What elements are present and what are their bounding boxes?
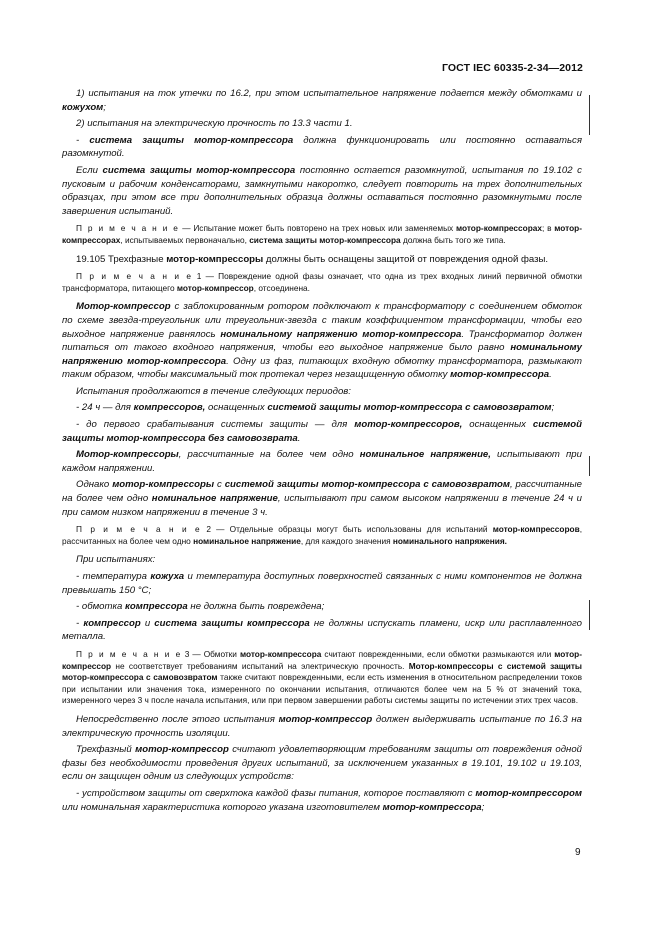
defined-term: компрессоров, bbox=[133, 402, 206, 414]
defined-term: компрессор bbox=[83, 617, 141, 629]
defined-term: номинальное напряжение bbox=[151, 493, 278, 505]
change-bar bbox=[589, 600, 590, 630]
defined-term: мотор-компрессора bbox=[382, 801, 482, 813]
text-run: 1) испытания на ток утечки по 16.2, при этом испытательное напряжение подается между обмотками и bbox=[76, 88, 582, 99]
text-run: 2 — Отдельные образцы могут быть использованы для испытаний bbox=[201, 524, 493, 535]
text-run: , испытывают при самом высоком напряжении в течение 24 ч и при самом низком напряжении в течение 3 ч. bbox=[62, 493, 582, 518]
text-run: — Испытание может быть повторено на трех новых или заменяемых bbox=[179, 223, 456, 234]
text-run: 2) испытания на электрическую прочность по 13.3 части 1. bbox=[76, 118, 353, 130]
defined-term: мотор-компрессорах bbox=[455, 223, 543, 234]
defined-term: мотор-компрессор bbox=[278, 713, 373, 725]
text-paragraph bbox=[62, 300, 582, 382]
defined-term: номинального напряжения. bbox=[392, 535, 507, 546]
text-run: 19.105 Трехфазные bbox=[76, 253, 167, 265]
defined-term: компрессора bbox=[125, 601, 188, 613]
defined-term: Мотор-компрессоры с системой защиты мотор-компрессора с самовозвратом bbox=[62, 660, 582, 683]
text-run: . Одну из фаз, питающих входную обмотку трансформатора, размыкают таким образом, чтобы максимальный ток протекал через незащищенную обмотку bbox=[62, 355, 582, 381]
defined-term: мотор-компрессоров, bbox=[354, 419, 463, 431]
defined-term: мотор-компрессор bbox=[62, 648, 582, 671]
text-run: - обмотка bbox=[76, 601, 126, 613]
defined-term: мотор-компрессоры bbox=[112, 479, 215, 491]
note-label: П р и м е ч а н и е bbox=[76, 648, 182, 659]
text-paragraph bbox=[62, 401, 582, 415]
text-run: Трехфазный bbox=[76, 744, 136, 756]
text-run: . bbox=[297, 432, 301, 444]
defined-term: номинальному напряжению мотор-компрессора bbox=[220, 328, 462, 340]
text-run: и температура доступных поверхностей связанных с ними компонентов не должна превышать 150 °С; bbox=[62, 571, 582, 596]
text-paragraph bbox=[62, 787, 582, 814]
text-run: оснащенных bbox=[205, 402, 268, 414]
text-run: не должна быть повреждена; bbox=[187, 601, 325, 613]
note-label: П р и м е ч а н и е bbox=[76, 524, 202, 535]
text-paragraph bbox=[62, 418, 582, 445]
text-paragraph bbox=[62, 253, 582, 267]
text-run: , для каждого значения bbox=[300, 535, 393, 546]
text-run: Непосредственно после этого испытания bbox=[76, 713, 279, 725]
text-run: должны быть оснащены защитой от повреждения одной фазы. bbox=[263, 253, 549, 265]
text-paragraph bbox=[62, 134, 582, 161]
text-run: ; bbox=[103, 101, 106, 113]
text-run: 1 — Повреждение одной фазы означает, что одна из трех входных линий первичной обмотки трансформатора, питающего bbox=[62, 271, 582, 293]
note-paragraph bbox=[62, 223, 582, 246]
text-run: , рассчитанные на более чем одно bbox=[178, 449, 360, 461]
text-run: считают поврежденными, если обмотки размыкаются или bbox=[321, 648, 555, 659]
note-label: П р и м е ч а н и е bbox=[76, 223, 180, 234]
text-run: не соответствует требованиям испытаний на электрическую прочность. bbox=[111, 660, 409, 671]
text-run: ; bbox=[551, 402, 555, 414]
text-run: , рассчитанных на более чем одно bbox=[62, 524, 582, 546]
text-paragraph bbox=[62, 448, 582, 475]
defined-term: система защиты мотор-компрессора bbox=[249, 234, 401, 245]
text-run: - bbox=[76, 134, 90, 146]
text-paragraph bbox=[62, 87, 582, 114]
defined-term: мотор-компрессор bbox=[176, 282, 254, 293]
text-run: Если bbox=[76, 164, 103, 176]
note-paragraph bbox=[62, 524, 582, 547]
document-body bbox=[62, 87, 582, 817]
text-run: - температура bbox=[76, 571, 151, 582]
text-run: испытывают при каждом напряжении. bbox=[62, 449, 582, 474]
defined-term: система защиты мотор-компрессора bbox=[102, 164, 296, 176]
text-run: - bbox=[76, 617, 84, 629]
text-paragraph bbox=[62, 570, 582, 597]
page-number: 9 bbox=[575, 847, 581, 858]
text-run: - устройством защиты от сверхтока каждой фазы питания, которое поставляют с bbox=[76, 787, 476, 799]
text-run: , отсоединена. bbox=[253, 282, 310, 293]
defined-term: системой защиты мотор-компрессора с самовозвратом bbox=[267, 402, 552, 414]
change-bar bbox=[589, 456, 590, 476]
text-run: При испытаниях: bbox=[76, 554, 156, 566]
text-run: не должны испускать пламени, искр или расплавленного металла. bbox=[62, 617, 582, 643]
text-run: ; в bbox=[542, 223, 555, 234]
text-run: . Трансформатор должен питаться от такого входного напряжения, чтобы его выходное напряжение было равно bbox=[62, 328, 582, 354]
text-paragraph bbox=[62, 553, 582, 567]
text-run: с bbox=[214, 479, 225, 491]
text-run: и bbox=[140, 617, 155, 629]
text-run: Однако bbox=[76, 479, 113, 491]
text-run: Испытания продолжаются в течение следующих периодов: bbox=[76, 385, 351, 397]
text-run: . bbox=[549, 369, 552, 381]
text-run: также считают поврежденными, если есть изменения в относительном распределении токов при испытании или значения тока, измеренного по окончании испытания, отличаются более чем на 5 % от значений тока, измеренного через 3 ч после начала испытания, или при первом завершении работы системы защиты по истечении этих трех часов. bbox=[62, 672, 582, 706]
defined-term: номинальному напряжению мотор-компрессора bbox=[62, 342, 582, 367]
text-run: , рассчитанные на более чем одно bbox=[62, 479, 582, 505]
text-run: считают удовлетворяющим требованиям защиты от повреждения одной фазы без необходимости проведения других испытаний, за исключением указанных в 19.101, 19.102 и 19.103, если он защищен одним из следующих устройств: bbox=[62, 744, 582, 783]
text-run: - до первого срабатывания системы защиты — для bbox=[76, 419, 355, 431]
text-paragraph bbox=[62, 600, 582, 614]
defined-term: номинальное напряжение, bbox=[359, 449, 491, 461]
standard-header: ГОСТ IEC 60335-2-34—2012 bbox=[441, 62, 583, 74]
defined-term: мотор-компрессорах bbox=[62, 223, 582, 245]
defined-term: кожухом bbox=[62, 101, 104, 113]
text-run: 3 — Обмотки bbox=[181, 648, 240, 659]
text-run: или номинальная характеристика которого указана изготовителем bbox=[62, 801, 383, 813]
text-paragraph bbox=[62, 385, 582, 399]
text-run: оснащенных bbox=[462, 419, 533, 431]
text-paragraph bbox=[62, 713, 582, 740]
defined-term: система защиты мотор-компрессора bbox=[89, 134, 294, 146]
defined-term: мотор-компрессоров bbox=[492, 524, 580, 535]
defined-term: номинальное напряжение bbox=[193, 535, 301, 546]
defined-term: кожуха bbox=[150, 571, 185, 582]
text-paragraph bbox=[62, 117, 582, 131]
text-run: , испытываемых первоначально, bbox=[120, 234, 250, 245]
text-run: - 24 ч — для bbox=[76, 402, 134, 414]
note-paragraph bbox=[62, 271, 582, 294]
defined-term: мотор-компрессором bbox=[475, 787, 582, 799]
defined-term: мотор-компрессор bbox=[135, 744, 229, 756]
note-paragraph bbox=[62, 649, 582, 707]
text-run: постоянно остается разомкнутой, испытания по 19.102 с пусковым и рабочим конденсаторами, замкнутыми накоротко, следует повторить на трех дополнительных образцах, при этом все три дополнительных образца должны оставаться постоянно разомкнутыми после завершения испытаний. bbox=[62, 164, 582, 217]
text-run: должен выдерживать испытание по 16.3 на электрическую прочность изоляции. bbox=[62, 713, 582, 739]
defined-term: мотор-компрессора bbox=[450, 369, 550, 381]
defined-term: мотор-компрессора bbox=[239, 648, 322, 659]
text-run: должна быть того же типа. bbox=[400, 234, 506, 245]
text-paragraph bbox=[62, 478, 582, 519]
text-paragraph bbox=[62, 617, 582, 644]
defined-term: Мотор-компрессоры bbox=[76, 449, 179, 461]
text-paragraph bbox=[62, 164, 582, 218]
defined-term: системой защиты мотор-компрессора без самовозврата bbox=[62, 419, 582, 444]
text-run: ; bbox=[481, 801, 485, 813]
defined-term: системой защиты мотор-компрессора с самовозвратом bbox=[224, 479, 510, 491]
change-bar bbox=[589, 95, 590, 135]
defined-term: мотор-компрессоры bbox=[166, 253, 264, 265]
text-run: с заблокированным ротором подключают к трансформатору с соединением обмоток по схеме звезда-треугольник или треугольник-звезда с таким коэффициентом трансформации, чтобы его выходное напряжение равнялось bbox=[62, 301, 582, 340]
text-run: должна функционировать или постоянно оставаться разомкнутой. bbox=[62, 134, 582, 160]
defined-term: Мотор-компрессор bbox=[76, 301, 171, 313]
text-paragraph bbox=[62, 743, 582, 784]
note-label: П р и м е ч а н и е bbox=[76, 271, 193, 282]
defined-term: система защиты компрессора bbox=[154, 617, 310, 629]
